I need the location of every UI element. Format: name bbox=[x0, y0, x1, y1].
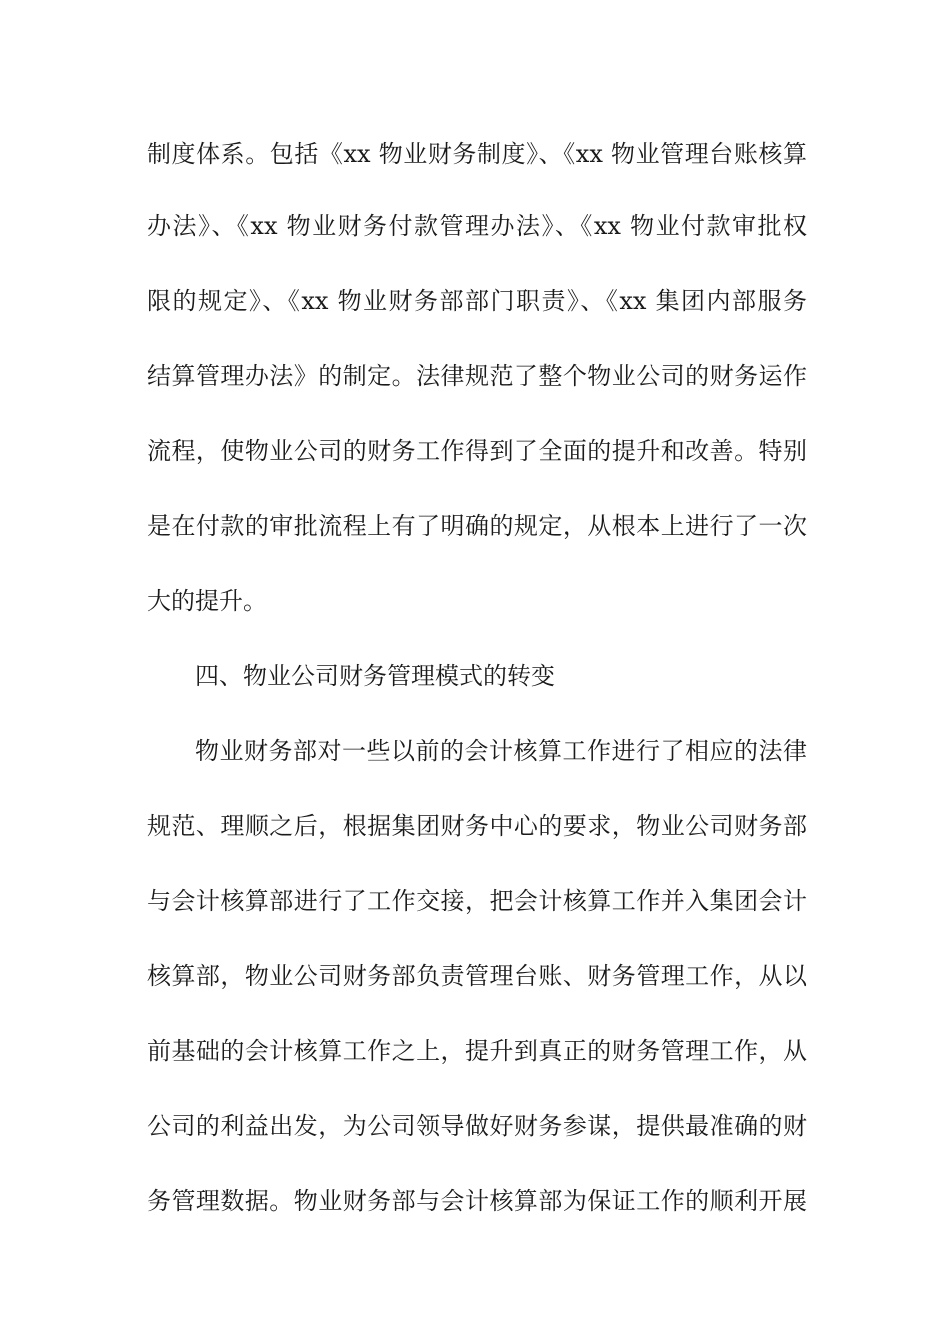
paragraph-2-line-1: 物业财务部对一些以前的会计核算工作进行了相应的法律 bbox=[195, 737, 807, 765]
paragraph-2-line-4: 核算部，物业公司财务部负责管理台账、财务管理工作，从以 bbox=[147, 962, 807, 990]
paragraph-2-line-2: 规范、理顺之后，根据集团财务中心的要求，物业公司财务部 bbox=[147, 812, 807, 840]
paragraph-2-line-3: 与会计核算部进行了工作交接，把会计核算工作并入集团会计 bbox=[147, 887, 807, 915]
paragraph-1-line-5: 流程，使物业公司的财务工作得到了全面的提升和改善。特别 bbox=[147, 437, 807, 465]
paragraph-2-line-7: 务管理数据。物业财务部与会计核算部为保证工作的顺利开展 bbox=[147, 1187, 807, 1215]
paragraph-2-line-6: 公司的利益出发，为公司领导做好财务参谋，提供最准确的财 bbox=[147, 1112, 807, 1140]
paragraph-1-line-3: 限的规定》、《xx 物业财务部部门职责》、《xx 集团内部服务 bbox=[147, 287, 807, 315]
paragraph-1-line-7: 大的提升。 bbox=[147, 587, 267, 615]
section-heading: 四、物业公司财务管理模式的转变 bbox=[195, 662, 555, 690]
paragraph-1-line-4: 结算管理办法》的制定。法律规范了整个物业公司的财务运作 bbox=[147, 362, 807, 390]
paragraph-2-line-5: 前基础的会计核算工作之上，提升到真正的财务管理工作，从 bbox=[147, 1037, 807, 1065]
paragraph-1-line-1: 制度体系。包括《xx 物业财务制度》、《xx 物业管理台账核算 bbox=[147, 140, 807, 168]
paragraph-1-line-6: 是在付款的审批流程上有了明确的规定，从根本上进行了一次 bbox=[147, 512, 807, 540]
paragraph-1-line-2: 办法》、《xx 物业财务付款管理办法》、《xx 物业付款审批权 bbox=[147, 212, 807, 240]
